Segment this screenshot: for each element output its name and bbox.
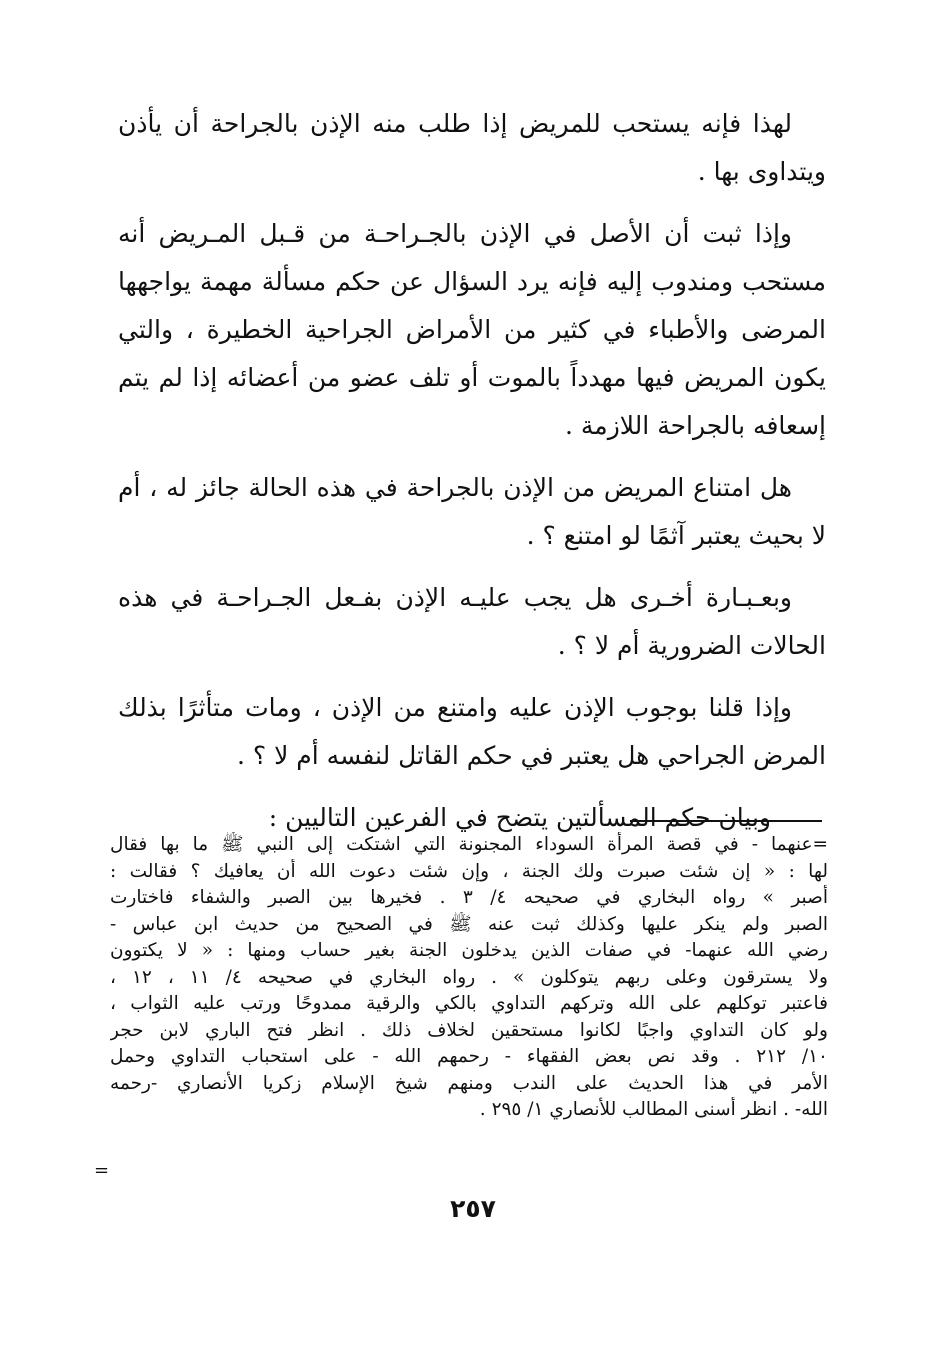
footnote-block — [110, 832, 828, 1124]
paragraph-3: هل امتناع المريض من الإذن بالجراحة في هذه الحالة جائز له ، أم لا بحيث يعتبر آثمًا لو امتنع ؟ . — [118, 473, 826, 550]
footnote-line: ولو كان التداوي واجبًا لكانوا مستحقين لخلاف ذلك . انظر فتح الباري لابن حجر — [110, 1019, 828, 1041]
footnote-line: لها : « إن شئت صبرت ولك الجنة ، وإن شئت دعوت الله أن يعافيك ؟ فقالت : — [110, 860, 828, 882]
footnote-continuation-mark: = — [94, 1160, 110, 1181]
paragraph-5: وإذا قلنا بوجوب الإذن عليه وامتنع من الإذن ، ومات متأثرًا بذلك المرض الجراحي هل يعتبر في حكم القاتل لنفسه أم لا ؟ . — [118, 693, 826, 770]
footnote-line: أصبر » رواه البخاري في صحيحه ٤/ ٣ . فخيرها بين الصبر والشفاء فاختارت — [110, 887, 828, 908]
paragraph-2: وإذا ثبت أن الأصل في الإذن بالجـراحـة من قـبل المـريض أنه مستحب ومندوب إليه فإنه يرد السؤال عن حكم مسألة مهمة يواجهها المرضى والأطباء في كثير من الأمراض الجراحية الخطيرة ، والتي يكون المريض فيها مهدداً بالموت أو تلف عضو من أعضائه إذا لم يتم إسعافه بالجراحة اللازمة . — [118, 219, 826, 440]
footnote-divider — [630, 820, 822, 822]
page-number: ٢٥٧ — [450, 1194, 496, 1223]
paragraph-4: وبعـبـارة أخـرى هل يجب عليـه الإذن بفـعل الجـراحـة في هذه الحالات الضرورية أم لا ؟ . — [118, 583, 826, 660]
paragraph-6: وبيان حكم المسألتين يتضح في الفرعين التاليين : — [268, 803, 771, 832]
main-text — [118, 100, 826, 856]
footnote-line: الله- . انظر أسنى المطالب للأنصاري ١/ ٢٩٥ . — [479, 1099, 828, 1120]
paragraph-1: لهذا فإنه يستحب للمريض إذا طلب منه الإذن بالجراحة أن يأذن ويتداوى بها . — [118, 109, 826, 186]
footnote-line: رضي الله عنهما- في صفات الذين يدخلون الجنة بغير حساب ومنها : « لا يكتوون — [110, 940, 828, 961]
footnote-line: الصبر ولم ينكر عليها وكذلك ثبت عنه ﷺ في الصحيح من حديث ابن عباس - — [110, 913, 828, 935]
footnote-line: =عنهما - في قصة المرأة السوداء المجنونة التي اشتكت إلى النبي ﷺ ما بها فقال — [110, 834, 828, 855]
footnote-line: فاعتبر توكلهم على الله وتركهم التداوي بالكي والرقية ممدوحًا ورتب عليه الثواب ، — [110, 993, 828, 1014]
footnote-line: ١٠/ ٢١٢ . وقد نص بعض الفقهاء - رحمهم الله - على استحباب التداوي وحمل — [110, 1046, 828, 1067]
footnote-line: الأمر في هذا الحديث على الندب ومنهم شيخ الإسلام زكريا الأنصاري -رحمه — [110, 1072, 828, 1094]
footnote-line: ولا يسترقون وعلى ربهم يتوكلون » . رواه البخاري في صحيحه ٤/ ١١ ، ١٢ ، — [110, 966, 828, 988]
